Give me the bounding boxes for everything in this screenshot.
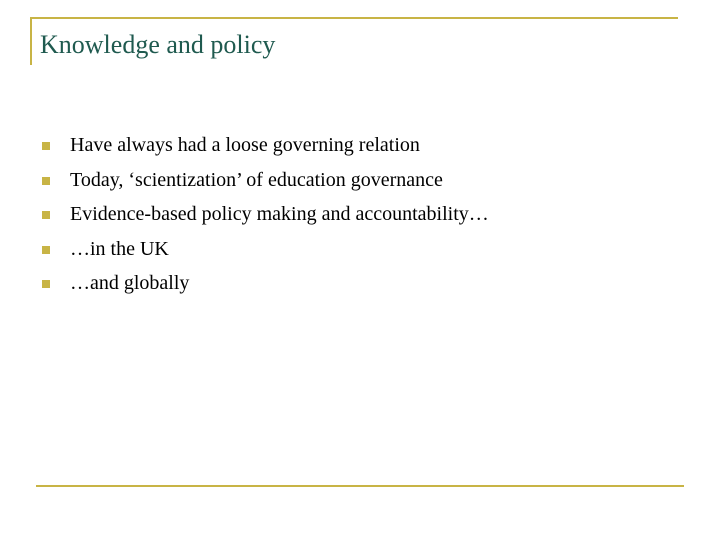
bullet-item [42,200,682,235]
bullet-item [42,166,682,201]
bullet-text: …in the UK [70,237,169,260]
bullet-text: Evidence-based policy making and accountability… [70,203,489,225]
square-bullet-icon [42,211,50,219]
bullet-list [42,131,682,304]
bullet-item [42,269,682,304]
bullet-text: …and globally [70,272,190,294]
square-bullet-icon [42,280,50,288]
bullet-text: Have always had a loose governing relation [70,134,420,156]
square-bullet-icon [42,142,50,150]
left-rule-line [30,17,32,65]
bullet-text: Today, ‘scientization’ of education governance [70,168,443,191]
square-bullet-icon [42,177,50,185]
bullet-item [42,235,682,270]
slide-title: Knowledge and policy [40,30,276,59]
square-bullet-icon [42,246,50,254]
top-rule-line [30,17,678,19]
bottom-rule-line [36,485,684,487]
bullet-item [42,131,682,166]
